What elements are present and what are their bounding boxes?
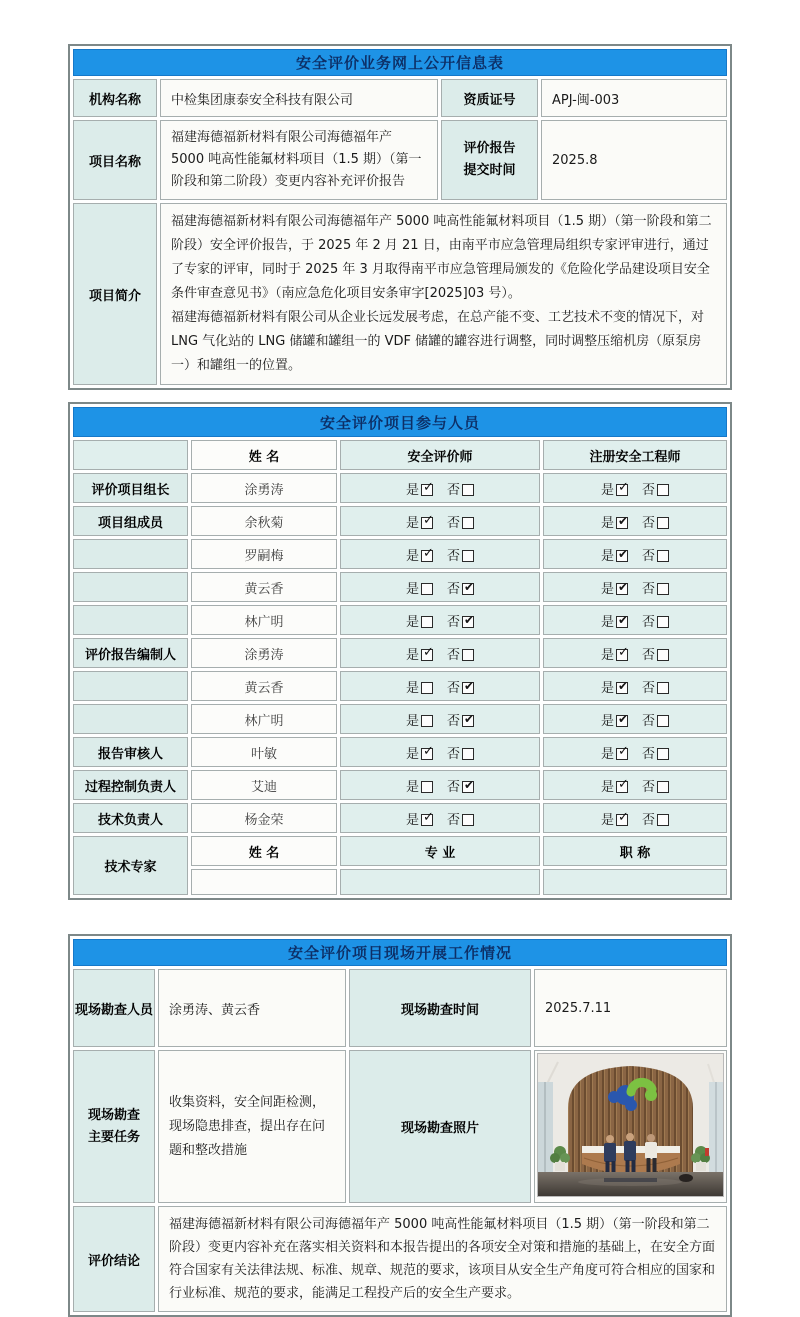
name-cell: 叶敏 xyxy=(191,737,337,767)
project-name-label: 项目名称 xyxy=(73,120,157,200)
checkbox-icon xyxy=(657,484,669,496)
role-cell: 技术负责人 xyxy=(73,803,188,833)
name-cell: 罗嗣梅 xyxy=(191,539,337,569)
project-name-value: 福建海德福新材料有限公司海德福年产 5000 吨高性能氟材料项目（1.5 期）（第一阶段和第二阶段）变更内容补充评价报告 xyxy=(160,120,438,200)
checkbox-checked-icon xyxy=(421,517,433,529)
expert-name-header: 姓 名 xyxy=(191,836,337,866)
participants-title-row xyxy=(73,407,727,437)
engineer-cell xyxy=(543,473,727,503)
photo-row xyxy=(73,1050,727,1203)
evaluator-cell xyxy=(340,539,540,569)
no-label: 否 xyxy=(447,482,461,498)
checkbox-icon xyxy=(657,781,669,793)
survey-photo-label: 现场勘查照片 xyxy=(349,1050,531,1203)
yes-label: 是 xyxy=(600,647,614,663)
role-cell: 过程控制负责人 xyxy=(73,770,188,800)
name-cell: 涂勇涛 xyxy=(191,638,337,668)
info-table-title: 安全评价业务网上公开信息表 xyxy=(73,49,727,76)
evaluator-cell xyxy=(340,473,540,503)
survey-photo-cell xyxy=(534,1050,727,1203)
checkbox-checked-icon xyxy=(616,649,628,661)
engineer-header: 注册安全工程师 xyxy=(543,440,727,470)
yes-label: 是 xyxy=(600,515,614,531)
participants-header-row xyxy=(73,440,727,470)
survey-task-label: 现场勘查主要任务 xyxy=(73,1050,155,1203)
participant-row xyxy=(73,671,727,701)
yes-label: 是 xyxy=(600,812,614,828)
role-cell: 项目组成员 xyxy=(73,506,188,536)
checkbox-icon xyxy=(462,484,474,496)
name-cell: 余秋菊 xyxy=(191,506,337,536)
checkbox-checked-icon xyxy=(616,484,628,496)
checkbox-checked-icon xyxy=(616,682,628,694)
info-table xyxy=(68,44,732,390)
yes-label: 是 xyxy=(405,581,419,597)
yes-label: 是 xyxy=(600,680,614,696)
evaluator-cell xyxy=(340,704,540,734)
expert-major-header: 专 业 xyxy=(340,836,540,866)
checkbox-icon xyxy=(657,715,669,727)
no-label: 否 xyxy=(642,581,656,597)
engineer-cell xyxy=(543,539,727,569)
checkbox-icon xyxy=(657,583,669,595)
name-cell: 艾迪 xyxy=(191,770,337,800)
yes-label: 是 xyxy=(405,482,419,498)
participant-row xyxy=(73,539,727,569)
participant-row xyxy=(73,638,727,668)
checkbox-icon xyxy=(462,517,474,529)
checkbox-checked-icon xyxy=(462,781,474,793)
surveyor-row xyxy=(73,969,727,1047)
checkbox-icon xyxy=(657,814,669,826)
no-label: 否 xyxy=(642,647,656,663)
expert-major-cell xyxy=(340,869,540,895)
role-cell: 评价报告编制人 xyxy=(73,638,188,668)
checkbox-checked-icon xyxy=(616,616,628,628)
name-cell: 林广明 xyxy=(191,605,337,635)
content-wrap xyxy=(68,0,732,1317)
checkbox-icon xyxy=(462,814,474,826)
participant-row xyxy=(73,770,727,800)
name-cell: 黄云香 xyxy=(191,572,337,602)
org-row xyxy=(73,79,727,117)
checkbox-icon xyxy=(462,748,474,760)
checkbox-icon xyxy=(462,550,474,562)
checkbox-checked-icon xyxy=(421,484,433,496)
checkbox-checked-icon xyxy=(462,616,474,628)
yes-label: 是 xyxy=(405,548,419,564)
role-cell xyxy=(73,572,188,602)
yes-label: 是 xyxy=(405,812,419,828)
evaluator-cell xyxy=(340,605,540,635)
project-summary-label: 项目简介 xyxy=(73,203,157,385)
evaluator-cell xyxy=(340,572,540,602)
participant-row xyxy=(73,803,727,833)
checkbox-checked-icon xyxy=(616,715,628,727)
yes-label: 是 xyxy=(405,746,419,762)
cert-no-value: APJ-闽-003 xyxy=(541,79,727,117)
checkbox-icon xyxy=(657,517,669,529)
evaluator-cell xyxy=(340,803,540,833)
no-label: 否 xyxy=(447,746,461,762)
summary-paragraph: 福建海德福新材料有限公司海德福年产 5000 吨高性能氟材料项目（1.5 期）（第一阶段和第二阶段）安全评价报告，于 2025 年 2 月 21 日，由南平市应急管理局组织专家评审进行，通过了专家的评审，同时于 2025 年 3 月取得南平市应急管理局颁发的《危险化学品建设项目安全条件审查意见书》（南应急危化项目安条审字[2025]03 号）。 xyxy=(171,214,712,301)
yes-label: 是 xyxy=(405,515,419,531)
surveyor-value: 涂勇涛、黄云香 xyxy=(158,969,346,1047)
survey-time-value: 2025.7.11 xyxy=(534,969,727,1047)
survey-time-label: 现场勘查时间 xyxy=(349,969,531,1047)
engineer-cell xyxy=(543,803,727,833)
site-table-title: 安全评价项目现场开展工作情况 xyxy=(73,939,727,966)
evaluator-cell xyxy=(340,506,540,536)
evaluator-header: 安全评价师 xyxy=(340,440,540,470)
yes-label: 是 xyxy=(600,746,614,762)
checkbox-checked-icon xyxy=(421,649,433,661)
no-label: 否 xyxy=(447,713,461,729)
site-table xyxy=(68,934,732,1317)
engineer-cell xyxy=(543,638,727,668)
checkbox-checked-icon xyxy=(462,583,474,595)
checkbox-checked-icon xyxy=(421,748,433,760)
expert-name-cell xyxy=(191,869,337,895)
yes-label: 是 xyxy=(600,779,614,795)
engineer-cell xyxy=(543,770,727,800)
photo-fire-extinguisher xyxy=(705,1148,709,1156)
yes-label: 是 xyxy=(405,680,419,696)
checkbox-icon xyxy=(421,616,433,628)
role-cell: 评价项目组长 xyxy=(73,473,188,503)
org-name-label: 机构名称 xyxy=(73,79,157,117)
evaluator-cell xyxy=(340,737,540,767)
checkbox-checked-icon xyxy=(616,550,628,562)
site-survey-photo xyxy=(537,1053,724,1197)
photo-bag xyxy=(679,1174,693,1182)
lobby-photo-illustration xyxy=(538,1054,723,1196)
checkbox-icon xyxy=(462,649,474,661)
name-header: 姓 名 xyxy=(191,440,337,470)
yes-label: 是 xyxy=(600,614,614,630)
participant-row xyxy=(73,572,727,602)
engineer-cell xyxy=(543,506,727,536)
project-row xyxy=(73,120,727,200)
checkbox-checked-icon xyxy=(616,583,628,595)
checkbox-icon xyxy=(657,616,669,628)
no-label: 否 xyxy=(447,812,461,828)
engineer-cell xyxy=(543,572,727,602)
participants-table-title: 安全评价项目参与人员 xyxy=(73,407,727,437)
participant-row xyxy=(73,737,727,767)
participant-row xyxy=(73,605,727,635)
yes-label: 是 xyxy=(405,614,419,630)
evaluator-cell xyxy=(340,638,540,668)
participants-body xyxy=(73,473,727,833)
checkbox-checked-icon xyxy=(616,748,628,760)
conclusion-row xyxy=(73,1206,727,1312)
participant-row xyxy=(73,704,727,734)
role-cell xyxy=(73,704,188,734)
engineer-cell xyxy=(543,737,727,767)
role-cell xyxy=(73,539,188,569)
no-label: 否 xyxy=(642,779,656,795)
checkbox-checked-icon xyxy=(462,682,474,694)
participant-row xyxy=(73,473,727,503)
expert-label: 技术专家 xyxy=(73,836,188,895)
summary-paragraph: 福建海德福新材料有限公司从企业长远发展考虑，在总产能不变、工艺技术不变的情况下，对 LNG 气化站的 LNG 储罐和罐组一的 VDF 储罐的罐容进行调整，同时调整压缩机房（原泵房一）和罐组一的位置。 xyxy=(171,310,705,373)
name-cell: 黄云香 xyxy=(191,671,337,701)
cert-no-label: 资质证号 xyxy=(441,79,538,117)
checkbox-icon xyxy=(421,715,433,727)
checkbox-checked-icon xyxy=(421,814,433,826)
evaluator-cell xyxy=(340,770,540,800)
checkbox-checked-icon xyxy=(616,814,628,826)
report-time-value: 2025.8 xyxy=(541,120,727,200)
org-name-value: 中检集团康泰安全科技有限公司 xyxy=(160,79,438,117)
site-title-row xyxy=(73,939,727,966)
no-label: 否 xyxy=(642,614,656,630)
role-cell: 报告审核人 xyxy=(73,737,188,767)
blank-header-cell xyxy=(73,440,188,470)
expert-header-row xyxy=(73,836,727,866)
checkbox-icon xyxy=(657,649,669,661)
surveyor-label: 现场勘查人员 xyxy=(73,969,155,1047)
evaluator-cell xyxy=(340,671,540,701)
checkbox-icon xyxy=(657,748,669,760)
yes-label: 是 xyxy=(405,647,419,663)
name-cell: 杨金荣 xyxy=(191,803,337,833)
conclusion-label: 评价结论 xyxy=(73,1206,155,1312)
yes-label: 是 xyxy=(600,482,614,498)
no-label: 否 xyxy=(447,548,461,564)
no-label: 否 xyxy=(642,482,656,498)
role-cell xyxy=(73,605,188,635)
checkbox-icon xyxy=(657,550,669,562)
yes-label: 是 xyxy=(405,779,419,795)
checkbox-checked-icon xyxy=(462,715,474,727)
name-cell: 涂勇涛 xyxy=(191,473,337,503)
expert-title-header: 职 称 xyxy=(543,836,727,866)
no-label: 否 xyxy=(447,779,461,795)
name-cell: 林广明 xyxy=(191,704,337,734)
role-cell xyxy=(73,671,188,701)
engineer-cell xyxy=(543,704,727,734)
no-label: 否 xyxy=(447,614,461,630)
no-label: 否 xyxy=(642,746,656,762)
no-label: 否 xyxy=(447,515,461,531)
participants-table xyxy=(68,402,732,900)
yes-label: 是 xyxy=(600,548,614,564)
yes-label: 是 xyxy=(600,581,614,597)
checkbox-icon xyxy=(657,682,669,694)
survey-task-value: 收集资料，安全间距检测，现场隐患排查，提出存在问题和整改措施 xyxy=(158,1050,346,1203)
no-label: 否 xyxy=(642,812,656,828)
yes-label: 是 xyxy=(405,713,419,729)
no-label: 否 xyxy=(447,581,461,597)
checkbox-icon xyxy=(421,781,433,793)
no-label: 否 xyxy=(642,515,656,531)
no-label: 否 xyxy=(642,680,656,696)
yes-label: 是 xyxy=(600,713,614,729)
checkbox-checked-icon xyxy=(616,781,628,793)
engineer-cell xyxy=(543,605,727,635)
no-label: 否 xyxy=(447,647,461,663)
checkbox-checked-icon xyxy=(421,550,433,562)
checkbox-icon xyxy=(421,583,433,595)
report-time-label: 评价报告提交时间 xyxy=(441,120,538,200)
checkbox-icon xyxy=(421,682,433,694)
no-label: 否 xyxy=(447,680,461,696)
checkbox-checked-icon xyxy=(616,517,628,529)
participant-row xyxy=(73,506,727,536)
expert-title-cell xyxy=(543,869,727,895)
engineer-cell xyxy=(543,671,727,701)
conclusion-value: 福建海德福新材料有限公司海德福年产 5000 吨高性能氟材料项目（1.5 期）（第一阶段和第二阶段）变更内容补充在落实相关资料和本报告提出的各项安全对策和措施的基础上，在安全方面符合国家有关法律法规、标准、规章、规范的要求，该项目从安全生产角度可符合相应的国家和行业标准、规范的要求，能满足工程投产后的安全生产要求。 xyxy=(158,1206,727,1312)
summary-row xyxy=(73,203,727,385)
no-label: 否 xyxy=(642,548,656,564)
info-title-row xyxy=(73,49,727,76)
no-label: 否 xyxy=(642,713,656,729)
project-summary-value xyxy=(160,203,727,385)
